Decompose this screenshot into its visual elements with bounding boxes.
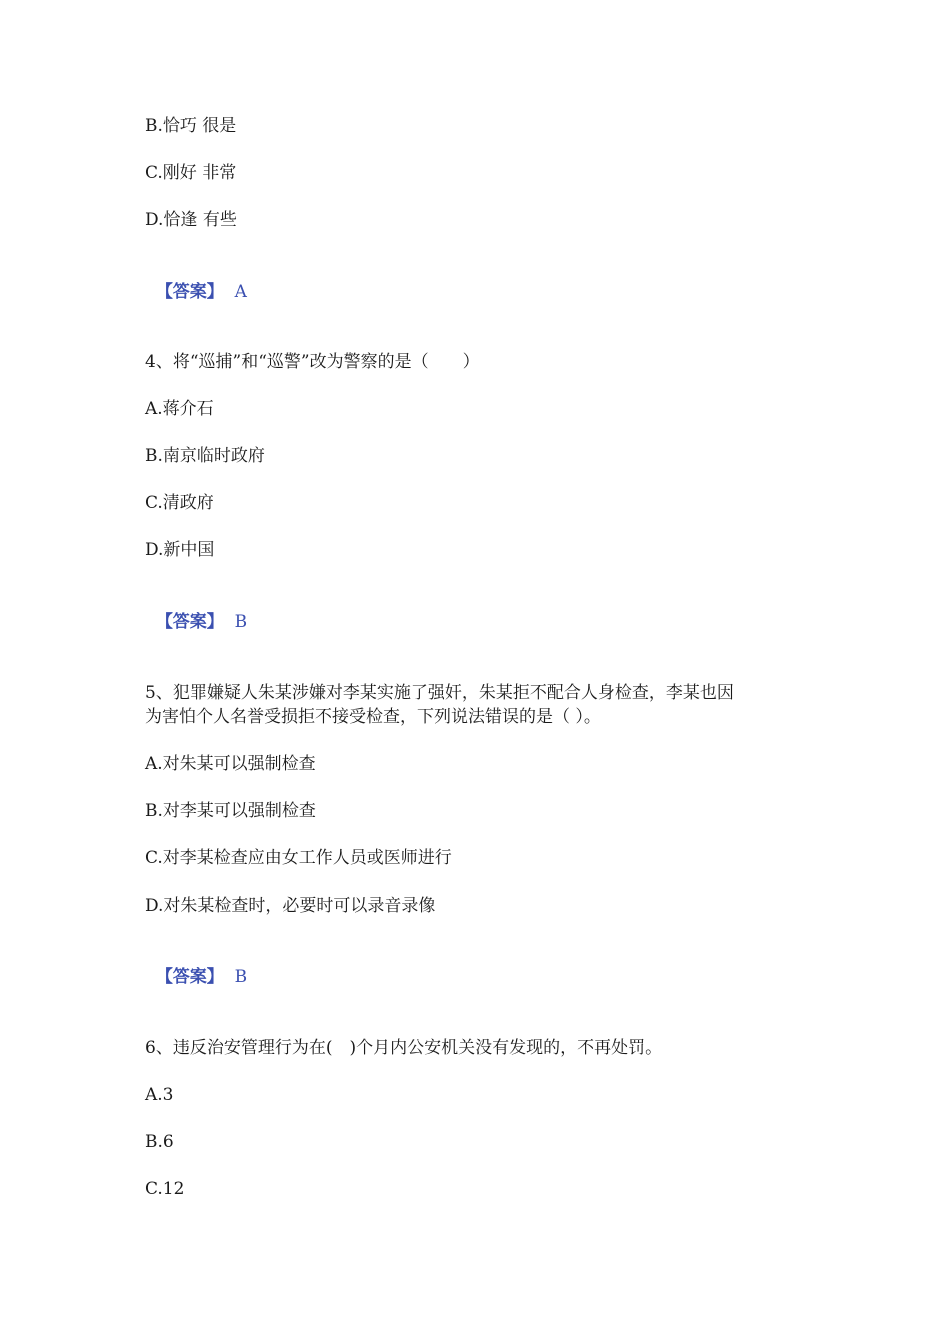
answer-value: A [234,282,247,302]
q5-option-c: C.对李某检查应由女工作人员或医师进行 [145,848,452,868]
q3-option-c: C.刚好 非常 [145,163,237,183]
q3-option-d: D.恰逢 有些 [145,210,237,230]
q5-option-a: A.对朱某可以强制检查 [145,754,316,774]
q6-stem: 6、违反治安管理行为在( )个月内公安机关没有发现的，不再处罚。 [145,1038,663,1058]
q4-option-d: D.新中国 [145,540,215,560]
q4-answer [145,586,247,634]
q4-option-a: A.蒋介石 [145,399,214,419]
q6-option-b: B.6 [145,1132,174,1152]
q4-option-b: B.南京临时政府 [145,446,265,466]
q6-option-c: C.12 [145,1179,185,1199]
answer-value: B [234,612,248,632]
answer-label: 【答案】 [155,612,224,632]
q4-option-c: C.清政府 [145,493,214,513]
q3-option-b: B.恰巧 很是 [145,116,237,136]
q3-answer [145,256,247,304]
answer-value: B [234,967,248,987]
q6-option-a: A.3 [145,1085,174,1105]
q5-option-b: B.对李某可以强制检查 [145,801,316,821]
q4-stem: 4、将“巡捕”和“巡警”改为警察的是（ ） [145,352,480,372]
q5-option-d: D.对朱某检查时，必要时可以录音录像 [145,896,436,916]
q5-answer [145,941,247,989]
q5-stem-line1: 5、犯罪嫌疑人朱某涉嫌对李某实施了强奸，朱某拒不配合人身检查，李某也因 [145,683,734,703]
answer-label: 【答案】 [155,282,224,302]
answer-label: 【答案】 [155,967,224,987]
q5-stem-line2: 为害怕个人名誉受损拒不接受检查，下列说法错误的是（ ）。 [145,707,601,727]
